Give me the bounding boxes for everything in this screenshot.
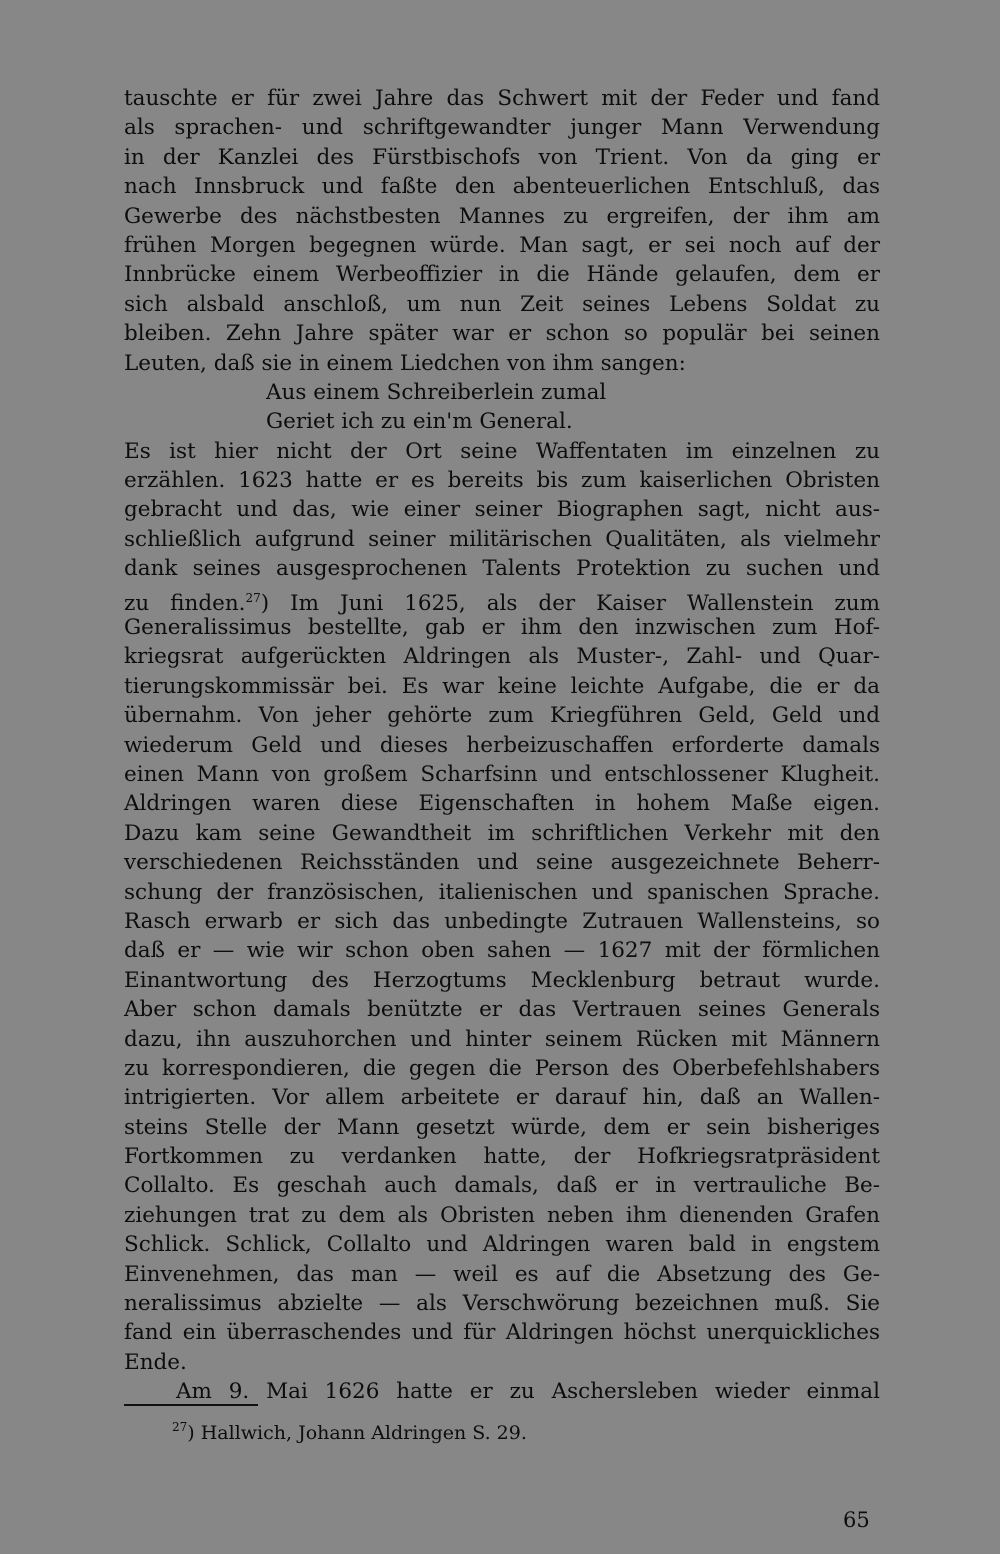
text-line: wiederum Geld und dieses herbeizuschaffen erforderte damals	[124, 732, 880, 758]
text-line: Collalto. Es geschah auch damals, daß er in vertrauliche Be-	[124, 1173, 880, 1199]
footnote-text: ) Hallwich, Johann Aldringen S. 29.	[187, 1422, 527, 1444]
text-line: gebracht und das, wie einer seiner Biographen sagt, nicht aus-	[124, 497, 880, 523]
footnote-separator	[124, 1404, 258, 1406]
text-line: nach Innsbruck und faßte den abenteuerlichen Entschluß, das	[124, 174, 880, 200]
text-line: schließlich aufgrund seiner militärischen Qualitäten, als vielmehr	[124, 526, 880, 552]
footnote-reference: 27	[245, 590, 261, 605]
text-line: tauschte er für zwei Jahre das Schwert mit der Feder und fand	[124, 86, 880, 111]
text-line: einen Mann von großem Scharfsinn und entschlossener Klugheit.	[124, 761, 880, 787]
text-line: Schlick. Schlick, Collalto und Aldringen waren bald in engstem	[124, 1232, 880, 1258]
text-line: frühen Morgen begegnen würde. Man sagt, er sei noch auf der	[124, 232, 880, 258]
text-line: steins Stelle der Mann gesetzt würde, dem er sein bisheriges	[124, 1114, 880, 1140]
page-number: 65	[843, 1508, 870, 1532]
text-line: Dazu kam seine Gewandtheit im schriftlichen Verkehr mit den	[124, 820, 880, 846]
text-line: dazu, ihn auszuhorchen und hinter seinem Rücken mit Männern	[124, 1026, 880, 1052]
text-line: übernahm. Von jeher gehörte zum Kriegführen Geld, Geld und	[124, 703, 880, 729]
text-line: kriegsrat aufgerückten Aldringen als Muster-, Zahl- und Quar-	[124, 644, 880, 670]
text-fragment: ) Im Juni 1625, als der Kaiser Wallenstein zum	[260, 590, 880, 616]
footnote	[172, 1414, 527, 1446]
text-line: Generalissimus bestellte, gab er ihm den inzwischen zum Hof-	[124, 615, 880, 641]
text-line: Leuten, daß sie in einem Liedchen von ihm sangen:	[124, 350, 686, 376]
text-line: Fortkommen zu verdanken hatte, der Hofkriegsratpräsident	[124, 1144, 880, 1170]
text-line: dank seines ausgesprochenen Talents Protektion zu suchen und	[124, 556, 880, 582]
text-line: ziehungen trat zu dem als Obristen neben ihm dienenden Grafen	[124, 1202, 880, 1228]
verse-line: Geriet ich zu ein'm General.	[266, 409, 573, 435]
verse-line: Aus einem Schreiberlein zumal	[266, 379, 607, 405]
text-line: Ende.	[124, 1349, 187, 1375]
text-line: neralissimus abzielte — als Verschwörung bezeichnen muß. Sie	[124, 1291, 880, 1317]
text-line: Einantwortung des Herzogtums Mecklenburg betraut wurde.	[124, 967, 880, 993]
text-line: daß er — wie wir schon oben sahen — 1627 mit der förmlichen	[124, 938, 880, 964]
text-line: intrigierten. Vor allem arbeitete er darauf hin, daß an Wallen-	[124, 1085, 880, 1111]
text-line: bleiben. Zehn Jahre später war er schon so populär bei seinen	[124, 321, 880, 347]
text-line: Am 9. Mai 1626 hatte er zu Aschersleben wieder einmal	[176, 1379, 880, 1405]
text-line: Aber schon damals benützte er das Vertrauen seines Generals	[124, 997, 880, 1023]
text-line: verschiedenen Reichsständen und seine ausgezeichnete Beherr-	[124, 850, 880, 876]
footnote-marker: 27	[172, 1420, 188, 1434]
text-line: Einvenehmen, das man — weil es auf die Absetzung des Ge-	[124, 1261, 880, 1287]
text-fragment: zu finden.	[124, 590, 246, 616]
text-line: zu korrespondieren, die gegen die Person des Oberbefehlshabers	[124, 1055, 880, 1081]
text-line: Innbrücke einem Werbeoffizier in die Hände gelaufen, dem er	[124, 262, 880, 288]
text-line: Es ist hier nicht der Ort seine Waffentaten im einzelnen zu	[124, 438, 880, 464]
text-line: tierungskommissär bei. Es war keine leichte Aufgabe, die er da	[124, 673, 880, 699]
text-line: fand ein überraschendes und für Aldringen höchst unerquickliches	[124, 1320, 880, 1346]
text-line: Aldringen waren diese Eigenschaften in hohem Maße eigen.	[124, 791, 880, 817]
text-line: in der Kanzlei des Fürstbischofs von Trient. Von da ging er	[124, 144, 880, 170]
main-text	[124, 84, 880, 1407]
text-line: schung der französischen, italienischen und spanischen Sprache.	[124, 879, 880, 905]
text-line: Gewerbe des nächstbesten Mannes zu ergreifen, der ihm am	[124, 203, 880, 229]
text-line: sich alsbald anschloß, um nun Zeit seines Lebens Soldat zu	[124, 291, 880, 317]
text-line: Rasch erwarb er sich das unbedingte Zutrauen Wallensteins, so	[124, 908, 880, 934]
text-line: erzählen. 1623 hatte er es bereits bis zum kaiserlichen Obristen	[124, 468, 880, 494]
text-line-with-footnote-ref	[124, 584, 880, 616]
text-line: als sprachen- und schriftgewandter junger Mann Verwendung	[124, 115, 880, 141]
